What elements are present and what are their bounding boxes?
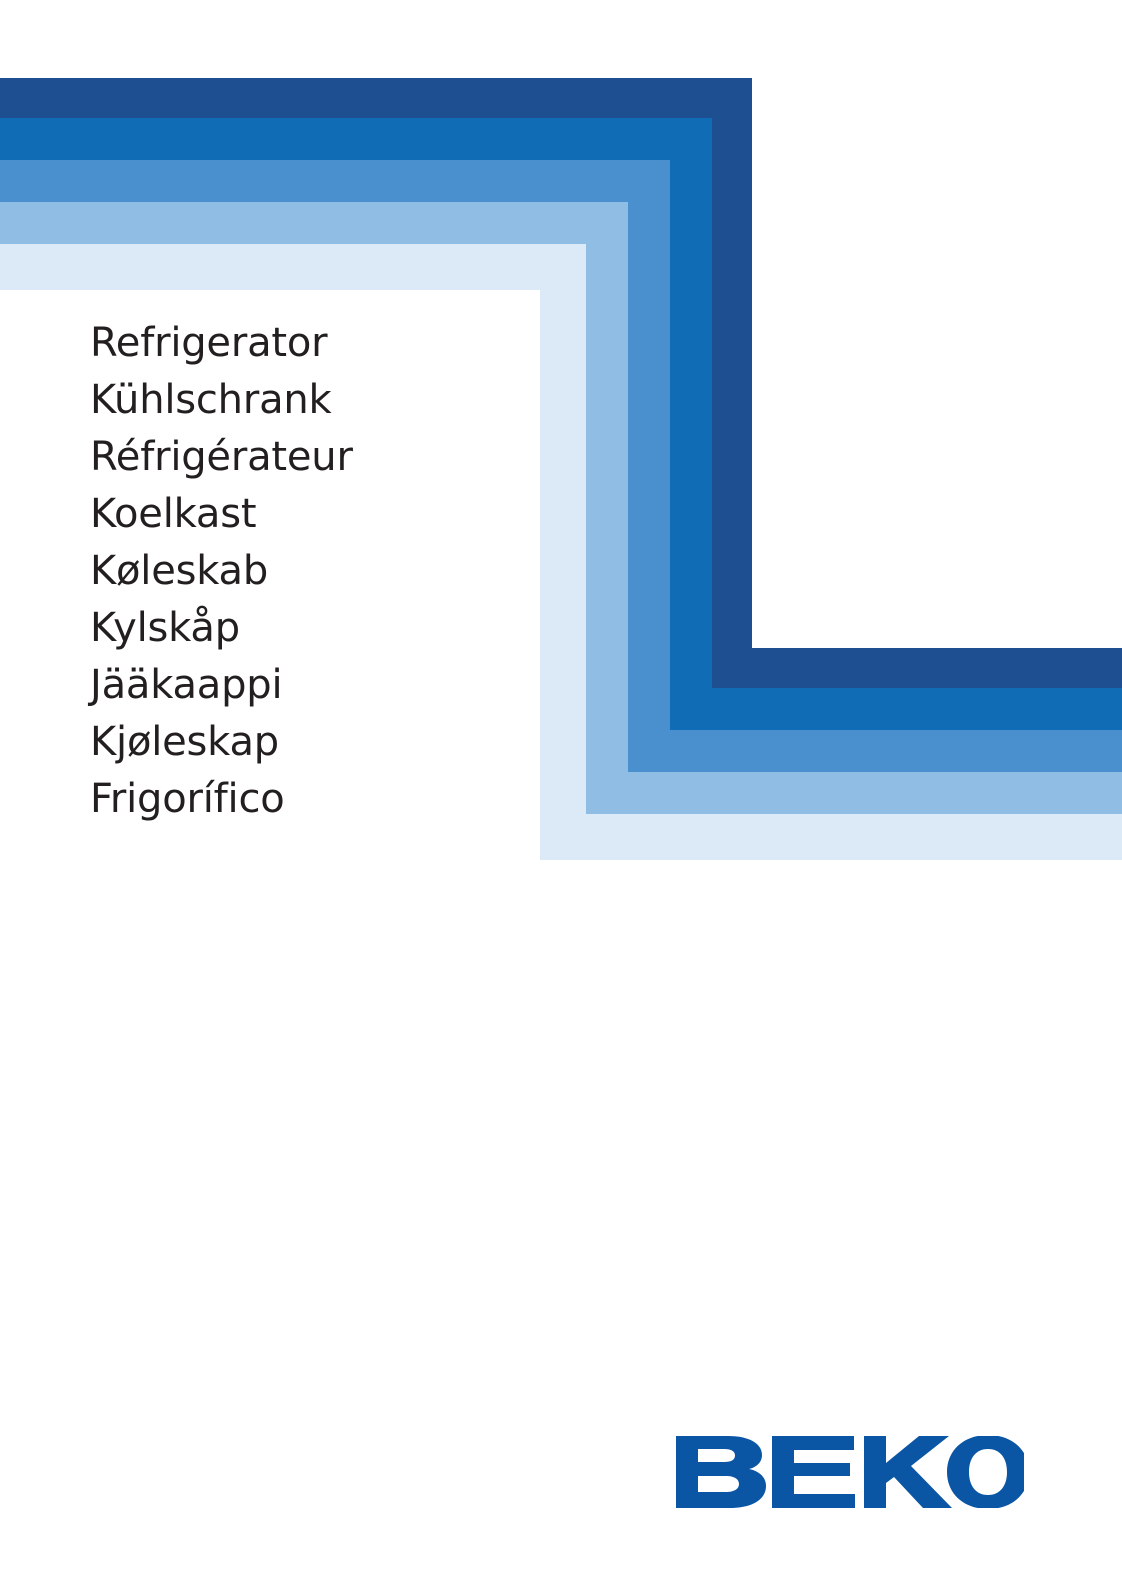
band-4-vertical (586, 202, 628, 814)
product-title-de: Kühlschrank (90, 377, 332, 423)
product-title-nl: Koelkast (90, 491, 257, 537)
beko-logo-mark (676, 1436, 1024, 1508)
product-title-fi: Jääkaappi (90, 662, 283, 708)
band-5-horizontal (0, 244, 586, 290)
band-4-horizontal-right (586, 772, 1122, 814)
band-1-horizontal (0, 78, 752, 118)
product-title-list (90, 315, 570, 828)
beko-logo (676, 1436, 1024, 1508)
band-5-horizontal-right (540, 814, 1122, 860)
band-3-horizontal (0, 160, 670, 202)
band-1-vertical (712, 78, 752, 688)
band-2-vertical (670, 118, 712, 730)
product-title-es: Frigorífico (90, 776, 285, 822)
band-3-horizontal-right (628, 730, 1122, 772)
band-2-horizontal (0, 118, 712, 160)
product-title-fr: Réfrigérateur (90, 434, 353, 480)
product-title-sv: Kylskåp (90, 605, 240, 651)
band-2-horizontal-right (670, 688, 1122, 730)
product-title-no: Kjøleskap (90, 719, 279, 765)
product-title-en: Refrigerator (90, 320, 328, 366)
band-1-horizontal-right (712, 648, 1122, 688)
product-title-da: Køleskab (90, 548, 269, 594)
band-4-horizontal (0, 202, 628, 244)
band-3-vertical (628, 160, 670, 772)
